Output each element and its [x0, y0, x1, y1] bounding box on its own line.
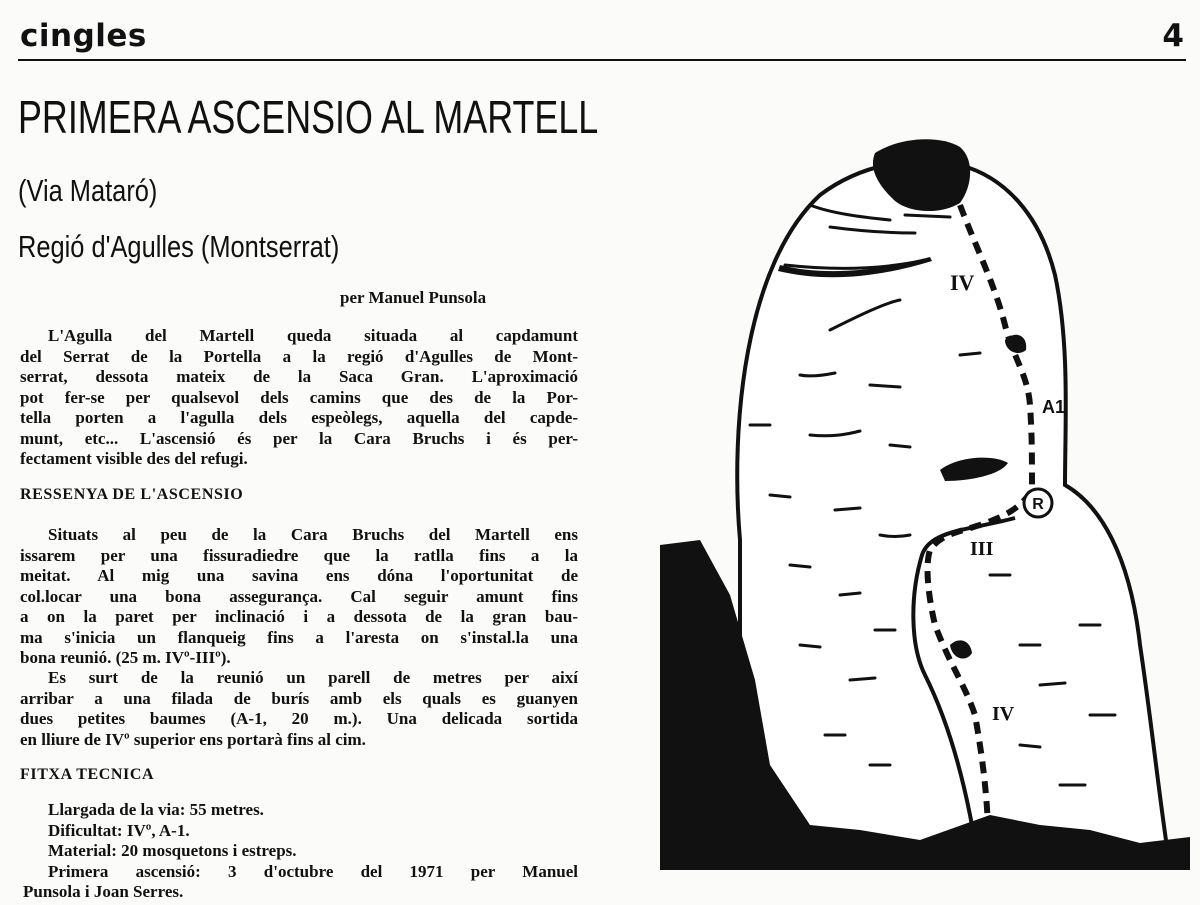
- technical-sheet: [23, 800, 578, 903]
- section-heading-fitxa: FITXA TECNICA: [20, 766, 155, 783]
- tech-difficulty: Dificultat: IVº, A-1.: [48, 820, 190, 840]
- route-topo-drawing: [660, 125, 1190, 870]
- aid-label: A1: [1042, 397, 1066, 417]
- intro-paragraph: [20, 326, 578, 470]
- header-rule: [18, 59, 1186, 61]
- ressenya-line: dues petites baumes (A-1, 20 m.). Una delicada sortida: [20, 709, 578, 728]
- masthead: cingles: [20, 18, 147, 54]
- belay-label: R: [1032, 496, 1044, 513]
- route-subtitle: (Via Mataró): [18, 173, 158, 208]
- ressenya-paragraph-1: [20, 525, 578, 669]
- ressenya-line: issarem per una fissuradiedre que la ratlla fins a la: [20, 545, 578, 565]
- page-number: 4: [1162, 18, 1184, 54]
- ressenya-line: meitat. Al mig una savina ens dóna l'oportunitat de: [20, 566, 578, 585]
- tech-length: Llargada de la via: 55 metres.: [48, 800, 264, 819]
- ressenya-line: a on la paret per inclinació i a dessota de la gran bau-: [20, 607, 578, 626]
- intro-line: fectament visible des del refugi.: [20, 449, 248, 468]
- byline: per Manuel Punsola: [340, 288, 487, 307]
- ressenya-line: Es surt de la reunió un parell de metres per així: [48, 668, 578, 687]
- ressenya-line: col.locar una bona assegurança. Cal seguir amunt fins: [20, 586, 578, 606]
- ressenya-line: bona reunió. (25 m. IVº-IIIº).: [20, 648, 231, 667]
- grade-label-low: IV: [992, 703, 1015, 725]
- section-heading-ressenya: RESSENYA DE L'ASCENSIO: [20, 486, 244, 503]
- ressenya-line: arribar a una filada de burís amb els quals es guanyen: [20, 688, 578, 708]
- intro-line: pot fer-se per qualsevol dels camins que des de la Por-: [20, 387, 578, 407]
- intro-line: L'Agulla del Martell queda situada al capdamunt: [48, 326, 578, 345]
- intro-line: del Serrat de la Portella a la regió d'Agulles de Mont-: [20, 346, 578, 366]
- tech-material: Material: 20 mosquetons i estreps.: [48, 841, 297, 860]
- ressenya-line: en lliure de IVº superior ens portarà fins al cim.: [20, 729, 366, 749]
- ressenya-line: Situats al peu de la Cara Bruchs del Martell ens: [48, 525, 578, 544]
- region-subtitle: Regió d'Agulles (Montserrat): [18, 229, 340, 264]
- tech-first-ascent: Primera ascensió: 3 d'octubre del 1971 per Manuel: [48, 861, 578, 881]
- grade-label-top: IV: [950, 270, 975, 295]
- ressenya-paragraph-2: [20, 668, 578, 750]
- tech-first-ascent-cont: Punsola i Joan Serres.: [23, 882, 184, 901]
- article-title: PRIMERA ASCENSIO AL MARTELL: [18, 91, 599, 143]
- grade-label-mid: III: [970, 538, 994, 560]
- intro-line: serrat, dessota mateix de la Saca Gran. L'aproximació: [20, 367, 578, 386]
- intro-line: tella porten a l'agulla dels espeòlegs, aquella del capde-: [20, 408, 578, 427]
- ressenya-line: ma s'inicia un flanqueig fins a l'aresta on s'instal.la una: [20, 627, 578, 647]
- intro-line: munt, etc... L'ascensió és per la Cara Bruchs i és per-: [20, 428, 578, 448]
